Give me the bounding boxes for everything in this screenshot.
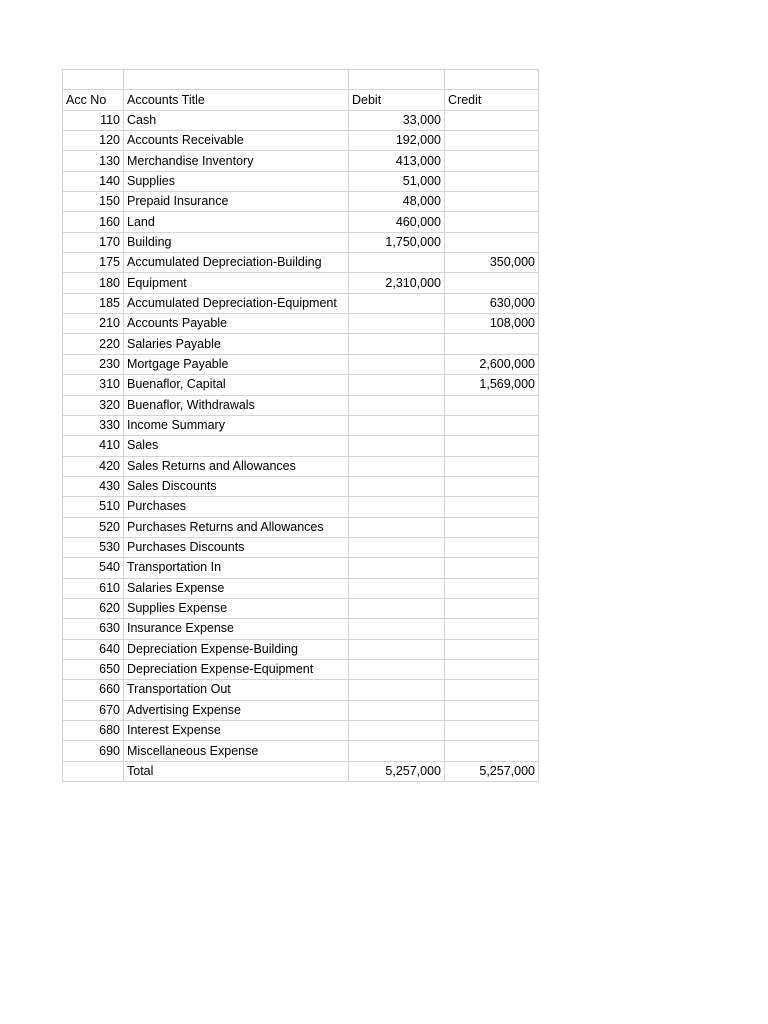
credit-cell[interactable] (445, 395, 539, 415)
acc-no-cell[interactable]: 130 (63, 151, 124, 171)
account-title-cell[interactable]: Depreciation Expense-Building (124, 639, 349, 659)
credit-cell[interactable] (445, 497, 539, 517)
credit-cell[interactable] (445, 578, 539, 598)
acc-no-cell[interactable]: 320 (63, 395, 124, 415)
account-title-cell[interactable]: Building (124, 232, 349, 252)
acc-no-cell[interactable]: 185 (63, 293, 124, 313)
debit-cell[interactable] (349, 354, 445, 374)
acc-no-cell[interactable]: 420 (63, 456, 124, 476)
acc-no-cell[interactable]: 540 (63, 558, 124, 578)
table-row (63, 497, 539, 517)
account-title-cell[interactable]: Salaries Expense (124, 578, 349, 598)
acc-no-cell[interactable]: 175 (63, 253, 124, 273)
table-row (63, 314, 539, 334)
table-row (63, 273, 539, 293)
account-title-cell[interactable]: Income Summary (124, 415, 349, 435)
credit-cell[interactable]: 350,000 (445, 253, 539, 273)
debit-cell[interactable] (349, 476, 445, 496)
debit-cell[interactable]: 48,000 (349, 192, 445, 212)
debit-cell[interactable] (349, 334, 445, 354)
acc-no-cell[interactable]: 170 (63, 232, 124, 252)
credit-cell[interactable] (445, 273, 539, 293)
credit-cell[interactable] (445, 598, 539, 618)
credit-cell[interactable] (445, 212, 539, 232)
account-title-cell[interactable]: Mortgage Payable (124, 354, 349, 374)
debit-cell[interactable] (349, 721, 445, 741)
accounts-title-header[interactable]: Accounts Title (124, 90, 349, 110)
credit-cell[interactable] (445, 659, 539, 679)
account-title-cell[interactable]: Equipment (124, 273, 349, 293)
acc-no-cell[interactable]: 690 (63, 741, 124, 761)
table-row (63, 578, 539, 598)
account-title-cell[interactable]: Miscellaneous Expense (124, 741, 349, 761)
table-row (63, 293, 539, 313)
credit-cell[interactable] (445, 334, 539, 354)
table-row (63, 334, 539, 354)
acc-no-cell[interactable]: 680 (63, 721, 124, 741)
debit-cell[interactable] (349, 415, 445, 435)
credit-header[interactable]: Credit (445, 90, 539, 110)
credit-cell[interactable] (445, 456, 539, 476)
account-title-cell[interactable]: Advertising Expense (124, 700, 349, 720)
table-row (63, 415, 539, 435)
debit-cell[interactable] (349, 395, 445, 415)
debit-cell[interactable] (349, 659, 445, 679)
credit-cell[interactable]: 2,600,000 (445, 354, 539, 374)
debit-cell[interactable]: 1,750,000 (349, 232, 445, 252)
acc-no-cell[interactable]: 410 (63, 436, 124, 456)
table-row (63, 171, 539, 191)
credit-cell[interactable] (445, 558, 539, 578)
trial-balance-body (63, 70, 539, 762)
header-row (63, 90, 539, 110)
account-title-cell[interactable]: Supplies (124, 171, 349, 191)
table-row (63, 721, 539, 741)
debit-cell[interactable]: 33,000 (349, 110, 445, 130)
credit-cell[interactable] (445, 151, 539, 171)
credit-cell[interactable] (445, 537, 539, 557)
debit-cell[interactable] (349, 436, 445, 456)
empty-cell[interactable] (349, 70, 445, 90)
table-row (63, 395, 539, 415)
debit-cell[interactable]: 460,000 (349, 212, 445, 232)
acc-no-cell[interactable]: 640 (63, 639, 124, 659)
debit-cell[interactable] (349, 741, 445, 761)
table-row (63, 375, 539, 395)
account-title-cell[interactable]: Insurance Expense (124, 619, 349, 639)
credit-cell[interactable] (445, 721, 539, 741)
table-row (63, 212, 539, 232)
trial-balance-table (62, 69, 539, 782)
acc-no-cell[interactable]: 310 (63, 375, 124, 395)
acc-no-cell[interactable]: 210 (63, 314, 124, 334)
debit-header[interactable]: Debit (349, 90, 445, 110)
credit-cell[interactable] (445, 436, 539, 456)
account-title-cell[interactable]: Merchandise Inventory (124, 151, 349, 171)
credit-cell[interactable] (445, 232, 539, 252)
empty-cell[interactable] (63, 70, 124, 90)
acc-no-cell[interactable]: 230 (63, 354, 124, 374)
acc-no-cell[interactable]: 220 (63, 334, 124, 354)
account-title-cell[interactable]: Supplies Expense (124, 598, 349, 618)
debit-cell[interactable] (349, 598, 445, 618)
table-row (63, 700, 539, 720)
debit-cell[interactable] (349, 375, 445, 395)
acc-no-cell[interactable]: 140 (63, 171, 124, 191)
account-title-cell[interactable]: Accumulated Depreciation-Building (124, 253, 349, 273)
debit-cell[interactable] (349, 619, 445, 639)
credit-cell[interactable] (445, 476, 539, 496)
table-row (63, 619, 539, 639)
acc-no-cell[interactable]: 660 (63, 680, 124, 700)
debit-cell[interactable] (349, 456, 445, 476)
table-row (63, 110, 539, 130)
credit-cell[interactable] (445, 680, 539, 700)
credit-cell[interactable] (445, 517, 539, 537)
debit-cell[interactable] (349, 639, 445, 659)
empty-cell[interactable] (124, 70, 349, 90)
acc-no-cell[interactable]: 520 (63, 517, 124, 537)
table-row (63, 131, 539, 151)
total-debit[interactable]: 5,257,000 (349, 761, 445, 781)
credit-cell[interactable] (445, 741, 539, 761)
debit-cell[interactable]: 51,000 (349, 171, 445, 191)
account-title-cell[interactable]: Salaries Payable (124, 334, 349, 354)
table-row (63, 537, 539, 557)
debit-cell[interactable]: 2,310,000 (349, 273, 445, 293)
account-title-cell[interactable]: Depreciation Expense-Equipment (124, 659, 349, 679)
acc-no-cell[interactable]: 630 (63, 619, 124, 639)
account-title-cell[interactable]: Sales (124, 436, 349, 456)
acc-no-cell[interactable]: 670 (63, 700, 124, 720)
acc-no-cell[interactable]: 330 (63, 415, 124, 435)
credit-cell[interactable] (445, 110, 539, 130)
acc-no-cell[interactable]: 530 (63, 537, 124, 557)
account-title-cell[interactable]: Buenaflor, Withdrawals (124, 395, 349, 415)
table-row (63, 456, 539, 476)
credit-cell[interactable] (445, 639, 539, 659)
debit-cell[interactable] (349, 497, 445, 517)
acc-no-cell[interactable]: 510 (63, 497, 124, 517)
debit-cell[interactable] (349, 517, 445, 537)
debit-cell[interactable] (349, 700, 445, 720)
total-row (63, 761, 539, 781)
credit-cell[interactable] (445, 171, 539, 191)
acc-no-header[interactable]: Acc No (63, 90, 124, 110)
table-row (63, 741, 539, 761)
acc-no-cell[interactable]: 180 (63, 273, 124, 293)
credit-cell[interactable]: 630,000 (445, 293, 539, 313)
credit-cell[interactable] (445, 131, 539, 151)
empty-cell[interactable] (63, 761, 124, 781)
table-row (63, 192, 539, 212)
table-row (63, 151, 539, 171)
acc-no-cell[interactable]: 150 (63, 192, 124, 212)
debit-cell[interactable]: 192,000 (349, 131, 445, 151)
table-row (63, 680, 539, 700)
table-row (63, 598, 539, 618)
table-row (63, 354, 539, 374)
credit-cell[interactable] (445, 192, 539, 212)
account-title-cell[interactable]: Purchases (124, 497, 349, 517)
table-row (63, 517, 539, 537)
table-row (63, 232, 539, 252)
account-title-cell[interactable]: Purchases Discounts (124, 537, 349, 557)
debit-cell[interactable] (349, 558, 445, 578)
table-row (63, 558, 539, 578)
acc-no-cell[interactable]: 620 (63, 598, 124, 618)
account-title-cell[interactable]: Accounts Payable (124, 314, 349, 334)
account-title-cell[interactable]: Interest Expense (124, 721, 349, 741)
table-row (63, 659, 539, 679)
account-title-cell[interactable]: Purchases Returns and Allowances (124, 517, 349, 537)
account-title-cell[interactable]: Sales Discounts (124, 476, 349, 496)
debit-cell[interactable] (349, 293, 445, 313)
debit-cell[interactable] (349, 537, 445, 557)
account-title-cell[interactable]: Prepaid Insurance (124, 192, 349, 212)
account-title-cell[interactable]: Buenaflor, Capital (124, 375, 349, 395)
acc-no-cell[interactable]: 160 (63, 212, 124, 232)
account-title-cell[interactable]: Transportation In (124, 558, 349, 578)
table-row (63, 476, 539, 496)
table-row (63, 253, 539, 273)
credit-cell[interactable] (445, 619, 539, 639)
account-title-cell[interactable]: Cash (124, 110, 349, 130)
debit-cell[interactable]: 413,000 (349, 151, 445, 171)
acc-no-cell[interactable]: 120 (63, 131, 124, 151)
debit-cell[interactable] (349, 578, 445, 598)
debit-cell[interactable] (349, 314, 445, 334)
account-title-cell[interactable]: Land (124, 212, 349, 232)
credit-cell[interactable] (445, 700, 539, 720)
total-credit[interactable]: 5,257,000 (445, 761, 539, 781)
credit-cell[interactable] (445, 415, 539, 435)
account-title-cell[interactable]: Sales Returns and Allowances (124, 456, 349, 476)
acc-no-cell[interactable]: 110 (63, 110, 124, 130)
credit-cell[interactable]: 1,569,000 (445, 375, 539, 395)
debit-cell[interactable] (349, 253, 445, 273)
table-row (63, 639, 539, 659)
account-title-cell[interactable]: Transportation Out (124, 680, 349, 700)
acc-no-cell[interactable]: 610 (63, 578, 124, 598)
account-title-cell[interactable]: Accumulated Depreciation-Equipment (124, 293, 349, 313)
debit-cell[interactable] (349, 680, 445, 700)
total-label[interactable]: Total (124, 761, 349, 781)
account-title-cell[interactable]: Accounts Receivable (124, 131, 349, 151)
table-row (63, 436, 539, 456)
acc-no-cell[interactable]: 650 (63, 659, 124, 679)
empty-top-row (63, 70, 539, 90)
acc-no-cell[interactable]: 430 (63, 476, 124, 496)
empty-cell[interactable] (445, 70, 539, 90)
credit-cell[interactable]: 108,000 (445, 314, 539, 334)
